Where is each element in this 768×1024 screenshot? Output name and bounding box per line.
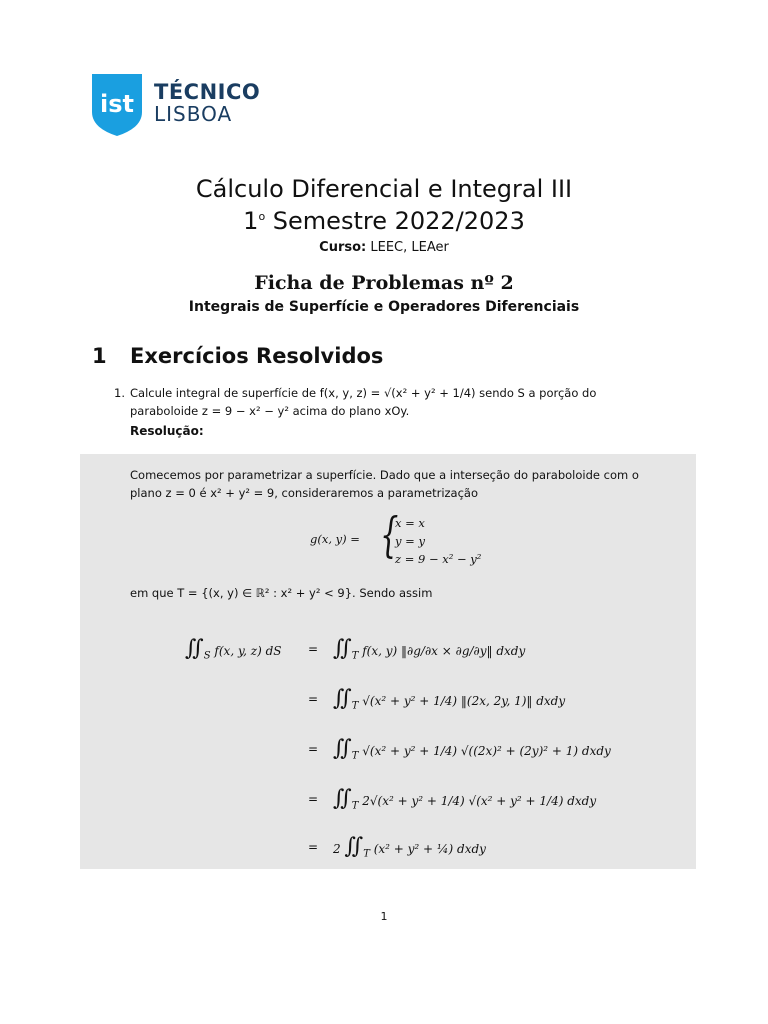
tecnico-logo bbox=[92, 74, 262, 136]
exercise-statement bbox=[130, 384, 690, 420]
svg-text:ist: ist bbox=[100, 90, 134, 118]
double-integral-symbol: ∬ bbox=[185, 636, 204, 661]
eq-rhs-2-text: √(x² + y² + 1/4) ‖(2x, 2y, 1)‖ dxdy bbox=[362, 694, 566, 708]
param-row-z: z = 9 − x² − y² bbox=[395, 552, 482, 566]
eq-sign-1: = bbox=[308, 642, 319, 656]
parametrization bbox=[310, 507, 530, 568]
curso-label: Curso: bbox=[319, 240, 367, 255]
param-lhs: g(x, y) = bbox=[310, 532, 360, 546]
intro-line-2: plano z = 0 é x² + y² = 9, consideraremos a parametrização bbox=[130, 486, 479, 500]
sheet-title: Ficha de Problemas nº 2 bbox=[254, 272, 514, 294]
page-number: 1 bbox=[380, 910, 388, 923]
semester-rest: Semestre 2022/2023 bbox=[265, 207, 525, 235]
domain-definition: em que T = {(x, y) ∈ ℝ² : x² + y² < 9}. Sendo assim bbox=[130, 586, 433, 600]
double-integral-symbol: ∬ bbox=[333, 686, 352, 711]
ist-shield-icon bbox=[92, 74, 142, 136]
eq-lhs bbox=[185, 636, 281, 661]
eq-coef-5: 2 bbox=[333, 842, 341, 856]
solution-intro bbox=[130, 466, 690, 502]
sheet-subtitle: Integrais de Superfície e Operadores Diferenciais bbox=[188, 299, 580, 315]
double-integral-symbol: ∬ bbox=[344, 834, 364, 859]
integral-domain-t: T bbox=[351, 700, 359, 712]
section-number: 1 bbox=[92, 344, 107, 368]
exercise-line-1: Calcule integral de superfície de f(x, y, z) = √(x² + y² + 1/4) sendo S a porção do bbox=[130, 386, 597, 400]
integral-domain-t: T bbox=[351, 800, 359, 812]
double-integral-symbol: ∬ bbox=[333, 786, 352, 811]
exercise-number: 1. bbox=[114, 386, 125, 400]
left-brace: { bbox=[380, 507, 399, 563]
eq-rhs-4-text: 2√(x² + y² + 1/4) √(x² + y² + 1/4) dxdy bbox=[362, 794, 597, 808]
eq-sign-5: = bbox=[308, 840, 319, 854]
logo-text-lisboa: LISBOA bbox=[154, 102, 233, 126]
semester-line bbox=[0, 207, 768, 235]
eq-rhs-4 bbox=[333, 786, 596, 811]
eq-rhs-3 bbox=[333, 736, 611, 761]
integral-domain-t: T bbox=[363, 848, 370, 860]
eq-rhs-5 bbox=[333, 834, 486, 859]
eq-sign-2: = bbox=[308, 692, 319, 706]
eq-rhs-2 bbox=[333, 686, 565, 711]
section-title: Exercícios Resolvidos bbox=[130, 344, 384, 368]
double-integral-symbol: ∬ bbox=[333, 736, 352, 761]
eq-sign-3: = bbox=[308, 742, 319, 756]
resolution-label: Resolução: bbox=[130, 424, 204, 438]
integral-domain-t: T bbox=[351, 750, 359, 762]
param-row-y: y = y bbox=[395, 534, 425, 548]
double-integral-symbol: ∬ bbox=[333, 636, 352, 661]
param-row-x: x = x bbox=[395, 516, 425, 530]
integral-domain-s: S bbox=[203, 650, 211, 662]
eq-rhs-1-text: f(x, y) ‖∂g/∂x × ∂g/∂y‖ dxdy bbox=[362, 644, 526, 658]
exercise-line-2: paraboloide z = 9 − x² − y² acima do plano xOy. bbox=[130, 404, 410, 418]
eq-rhs-1 bbox=[333, 636, 525, 661]
eq-rhs-3-text: √(x² + y² + 1/4) √((2x)² + (2y)² + 1) dxdy bbox=[362, 744, 611, 758]
logo-text-tecnico: TÉCNICO bbox=[154, 80, 261, 104]
eq-lhs-integrand: f(x, y, z) dS bbox=[214, 644, 282, 658]
curso-value: LEEC, LEAer bbox=[366, 240, 449, 255]
intro-line-1: Comecemos por parametrizar a superfície. Dado que a interseção do paraboloide com o bbox=[130, 468, 639, 482]
course-title: Cálculo Diferencial e Integral III bbox=[195, 175, 573, 203]
curso-line bbox=[0, 240, 768, 255]
integral-domain-t: T bbox=[351, 650, 359, 662]
eq-sign-4: = bbox=[308, 792, 319, 806]
eq-rhs-5-text: (x² + y² + ¼) dxdy bbox=[373, 842, 486, 856]
semester-prefix: 1 bbox=[243, 207, 259, 235]
semester-super: o bbox=[258, 210, 266, 223]
